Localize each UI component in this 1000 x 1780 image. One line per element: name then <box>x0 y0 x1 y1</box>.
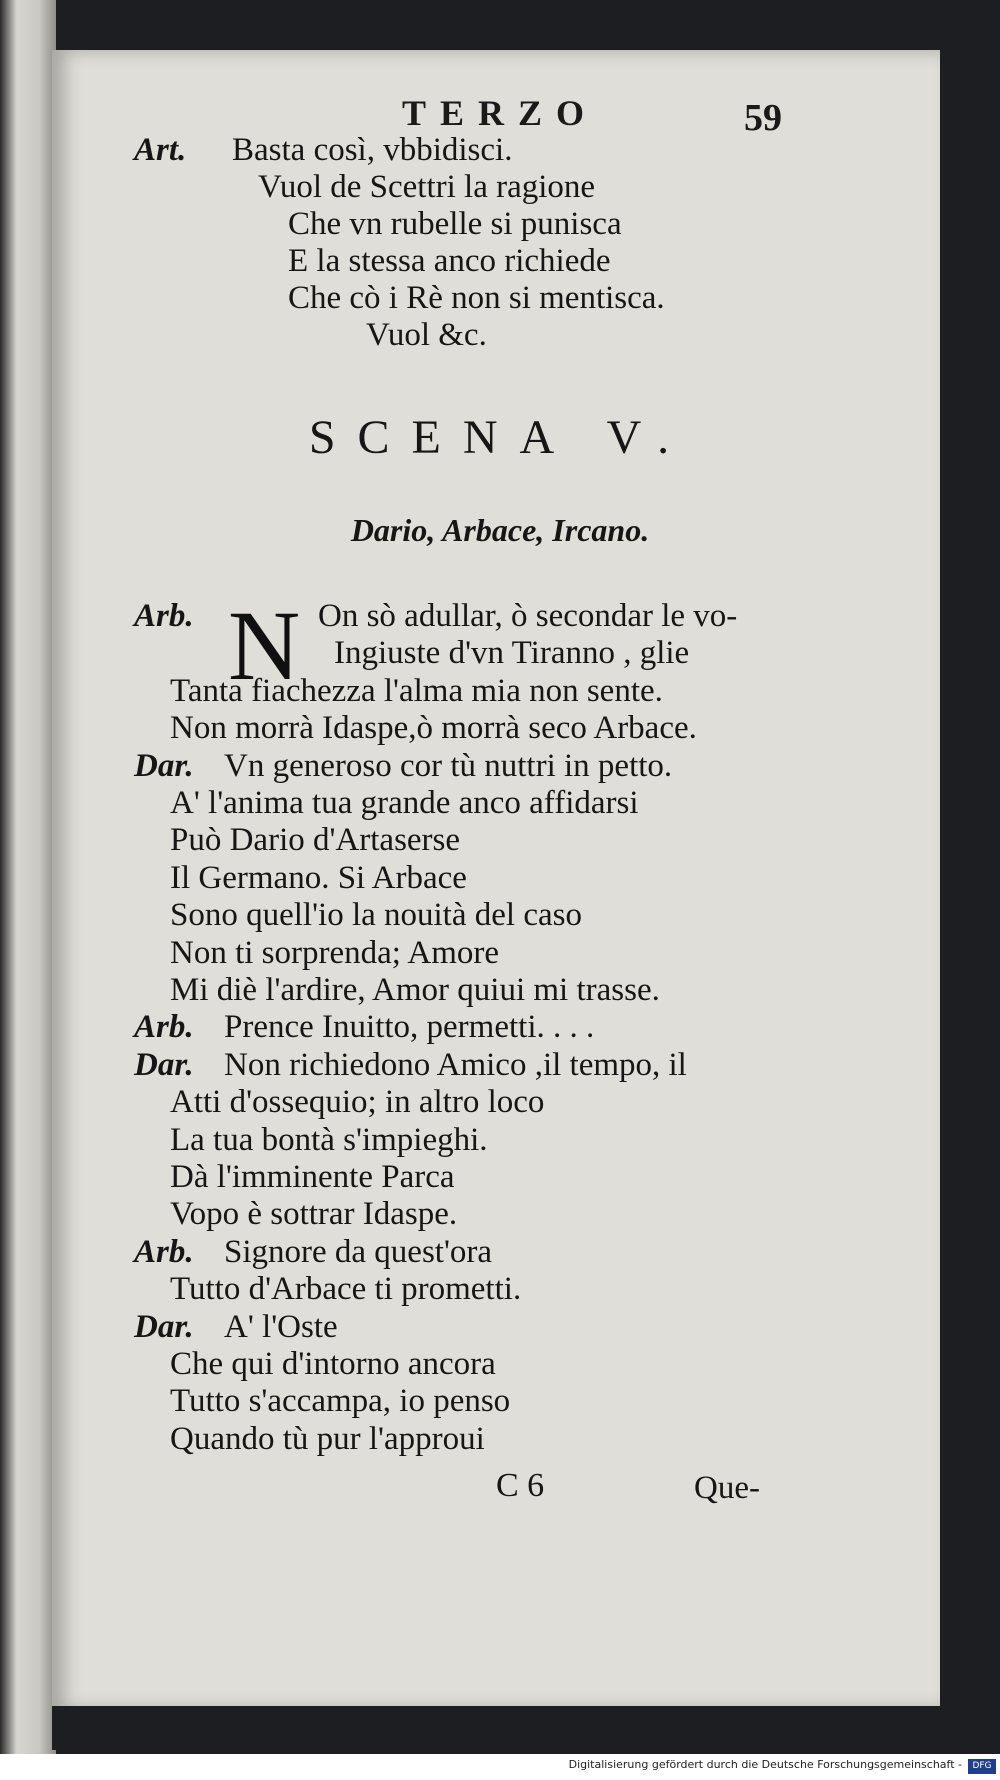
speaker-label: Arb. <box>134 1009 194 1046</box>
speaker-label: Arb. <box>134 598 194 634</box>
verse-line: Dà l'imminente Parca <box>170 1159 455 1195</box>
verse-line: Non morrà Idaspe,ò morrà seco Arbace. <box>170 710 697 747</box>
scene-cast: Dario, Arbace, Ircano. <box>350 512 650 548</box>
page-shadow <box>52 1706 940 1750</box>
verse-line: Vuol de Scettri la ragione <box>258 169 596 205</box>
verse-line: Il Germano. Si Arbace <box>170 859 467 896</box>
verse-line: Può Dario d'Artaserse <box>170 822 461 859</box>
verse-line: Quando tù pur l'approui <box>170 1420 485 1457</box>
verse-line: E la stessa anco richiede <box>288 243 611 279</box>
book-spine <box>0 0 56 1780</box>
verse-line: Tutto s'accampa, io penso <box>170 1383 511 1420</box>
page-number: 59 <box>744 97 782 139</box>
verse-line: Basta così, vbbidisci. <box>232 132 513 168</box>
verse-line: Vn generoso cor tù nuttri in petto. <box>224 747 673 784</box>
verse-line: On sò adullar, ò secondar le vo- <box>318 598 738 634</box>
verse-line: Vopo è sottrar Idaspe. <box>170 1196 458 1233</box>
catchword: Que- <box>694 1470 760 1506</box>
verse-line: Tanta fiachezza l'alma mia non sente. <box>170 672 663 709</box>
drop-cap: N <box>228 590 301 701</box>
verse-line: Signore da quest'ora <box>224 1233 493 1270</box>
speaker-label: Dar. <box>134 1046 194 1083</box>
verse-line: La tua bontà s'impieghi. <box>170 1121 488 1158</box>
digitization-footer <box>0 1754 1000 1780</box>
signature-mark: C 6 <box>496 1467 545 1504</box>
verse-line: Tutto d'Arbace ti prometti. <box>170 1271 522 1308</box>
verse-line: Che qui d'intorno ancora <box>170 1346 496 1382</box>
verse-line: A' l'Oste <box>224 1308 338 1345</box>
verse-line: Atti d'ossequio; in altro loco <box>170 1084 545 1121</box>
verse-line: Mi diè l'ardire, Amor quiui mi trasse. <box>170 972 660 1008</box>
verse-line: Che vn rubelle si punisca <box>288 206 622 242</box>
verse-line: Che cò i Rè non si mentisca. <box>288 280 665 316</box>
speaker-label: Arb. <box>134 1233 194 1270</box>
verse-line: Ingiuste d'vn Tiranno , glie <box>334 635 690 672</box>
running-head: TERZO <box>401 93 599 133</box>
verse-line: Prence Inuitto, permetti. . . . <box>224 1009 595 1046</box>
verse-line: Non ti sorprenda; Amore <box>170 934 500 971</box>
speaker-label: Dar. <box>134 747 194 784</box>
verse-line: A' l'anima tua grande anco affidarsi <box>170 785 639 821</box>
speaker-label: Dar. <box>134 1308 194 1345</box>
verse-line: Vuol &c. <box>366 317 487 353</box>
scene-title: SCENA V. <box>308 411 692 464</box>
verse-line: Non richiedono Amico ,il tempo, il <box>224 1046 687 1083</box>
dfg-logo: DFG <box>968 1759 996 1774</box>
speaker-label: Art. <box>134 132 187 168</box>
verse-line: Sono quell'io la nouità del caso <box>170 897 582 934</box>
footer-credit: Digitalisierung gefördert durch die Deutsche Forschungsgemeinschaft - <box>568 1758 962 1771</box>
